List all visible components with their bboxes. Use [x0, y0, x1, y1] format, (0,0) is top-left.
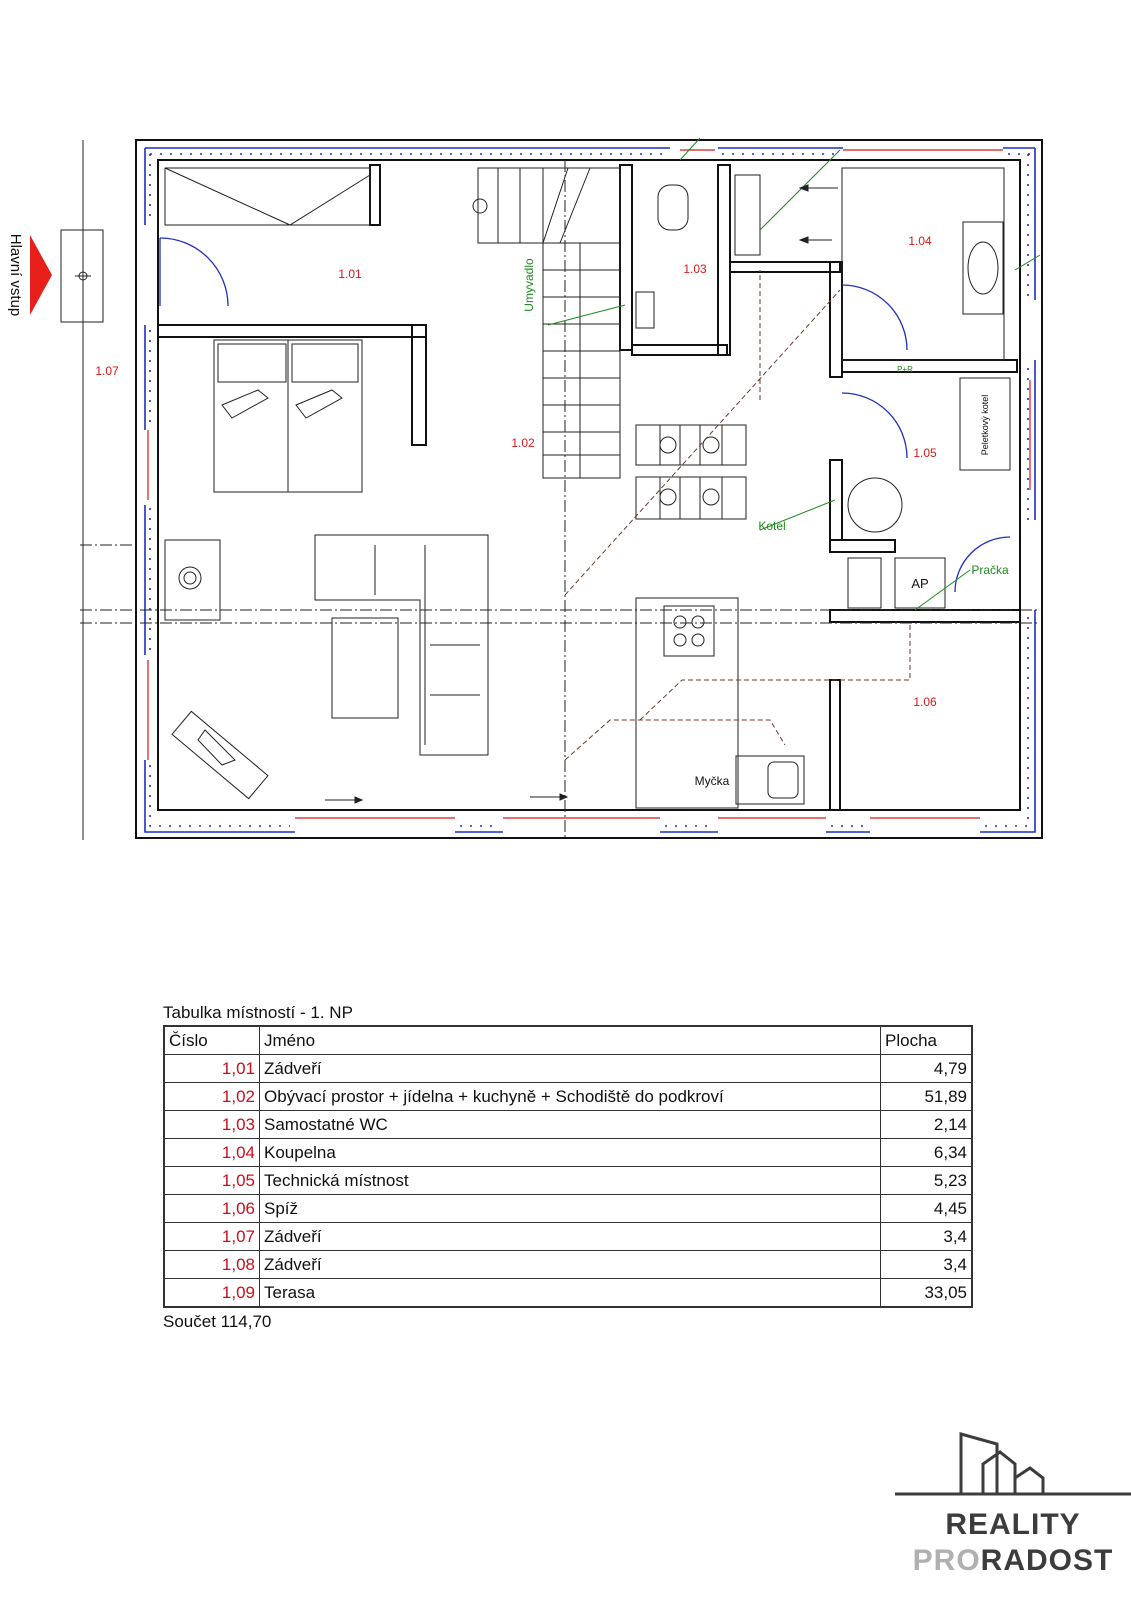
kitchen-island [636, 598, 804, 808]
rooms-table [163, 1025, 973, 1308]
table-row [164, 1223, 972, 1251]
room-number-1-07: 1.07 [95, 364, 119, 378]
room-area: 6,34 [881, 1139, 973, 1167]
interior-walls [158, 165, 1020, 810]
logo-word-reality: REALITY [945, 1508, 1081, 1541]
room-area: 3,4 [881, 1251, 973, 1279]
room-number: 1,03 [164, 1111, 260, 1139]
room-name: Zádveří [260, 1055, 881, 1083]
double-bed [214, 340, 362, 492]
room-number-1-01: 1.01 [338, 267, 362, 281]
boiler-unit [848, 478, 902, 532]
room-number: 1,05 [164, 1167, 260, 1195]
table-row [164, 1055, 972, 1083]
table-row [164, 1139, 972, 1167]
room-name: Zádveří [260, 1251, 881, 1279]
logo-word-radost: RADOST [980, 1544, 1114, 1577]
room-area: 4,45 [881, 1195, 973, 1223]
logo-word-proradost [913, 1544, 1114, 1577]
room-number: 1,02 [164, 1083, 260, 1111]
label-washbasin: Umyvadlo [522, 258, 536, 312]
room-area: 4,79 [881, 1055, 973, 1083]
entrance-label: Hlavní vstup [7, 233, 24, 317]
wardrobe [165, 168, 370, 225]
cabinet [165, 540, 220, 620]
room-number: 1,08 [164, 1251, 260, 1279]
room-name: Terasa [260, 1279, 881, 1308]
table-row [164, 1083, 972, 1111]
table-row [164, 1195, 972, 1223]
room-area: 33,05 [881, 1279, 973, 1308]
table-total: Součet 114,70 [163, 1312, 272, 1331]
header-area: Plocha [881, 1026, 973, 1055]
room-number: 1,06 [164, 1195, 260, 1223]
room-area: 3,4 [881, 1223, 973, 1251]
dining-table [636, 425, 746, 519]
rooms-table-section [163, 1003, 973, 1332]
staircase [473, 168, 620, 478]
header-number: Číslo [164, 1026, 260, 1055]
logo-house-icon [895, 1434, 1131, 1494]
company-logo [895, 1430, 1131, 1600]
table-caption: Tabulka místností - 1. NP [163, 1003, 353, 1022]
label-pellet-boiler: Peletkový kotel [980, 394, 990, 456]
label-ap: AP [911, 576, 929, 591]
room-number: 1,07 [164, 1223, 260, 1251]
room-area: 51,89 [881, 1083, 973, 1111]
room-number: 1,09 [164, 1279, 260, 1308]
main-entrance-marker [7, 234, 52, 317]
logo-word-pro: PRO [912, 1544, 981, 1577]
room-number-1-02: 1.02 [511, 436, 535, 450]
table-row [164, 1251, 972, 1279]
room-name: Zádveří [260, 1223, 881, 1251]
grid-axes [80, 160, 1040, 840]
room-area: 5,23 [881, 1167, 973, 1195]
label-pr: P+R [897, 365, 913, 374]
wc-fixtures [636, 185, 688, 328]
bathroom-fixtures [735, 168, 1004, 360]
room-number: 1,01 [164, 1055, 260, 1083]
table-row [164, 1279, 972, 1308]
tv-stand [172, 711, 268, 798]
room-name: Obývací prostor + jídelna + kuchyně + Schodiště do podkroví [260, 1083, 881, 1111]
label-washer: Pračka [971, 563, 1009, 577]
table-row [164, 1167, 972, 1195]
table-row [164, 1111, 972, 1139]
room-name: Technická místnost [260, 1167, 881, 1195]
table-header-row [164, 1026, 972, 1055]
room-name: Koupelna [260, 1139, 881, 1167]
outer-walls [136, 140, 1042, 838]
label-dishwasher: Myčka [694, 774, 730, 788]
label-boiler: Kotel [758, 519, 786, 533]
room-number-1-06: 1.06 [913, 695, 937, 709]
room-name: Spíž [260, 1195, 881, 1223]
sofa [315, 535, 488, 755]
room-number-1-05: 1.05 [913, 446, 937, 460]
header-name: Jméno [260, 1026, 881, 1055]
room-number-1-03: 1.03 [683, 262, 707, 276]
room-area: 2,14 [881, 1111, 973, 1139]
room-number: 1,04 [164, 1139, 260, 1167]
room-name: Samostatné WC [260, 1111, 881, 1139]
room-number-1-04: 1.04 [908, 234, 932, 248]
